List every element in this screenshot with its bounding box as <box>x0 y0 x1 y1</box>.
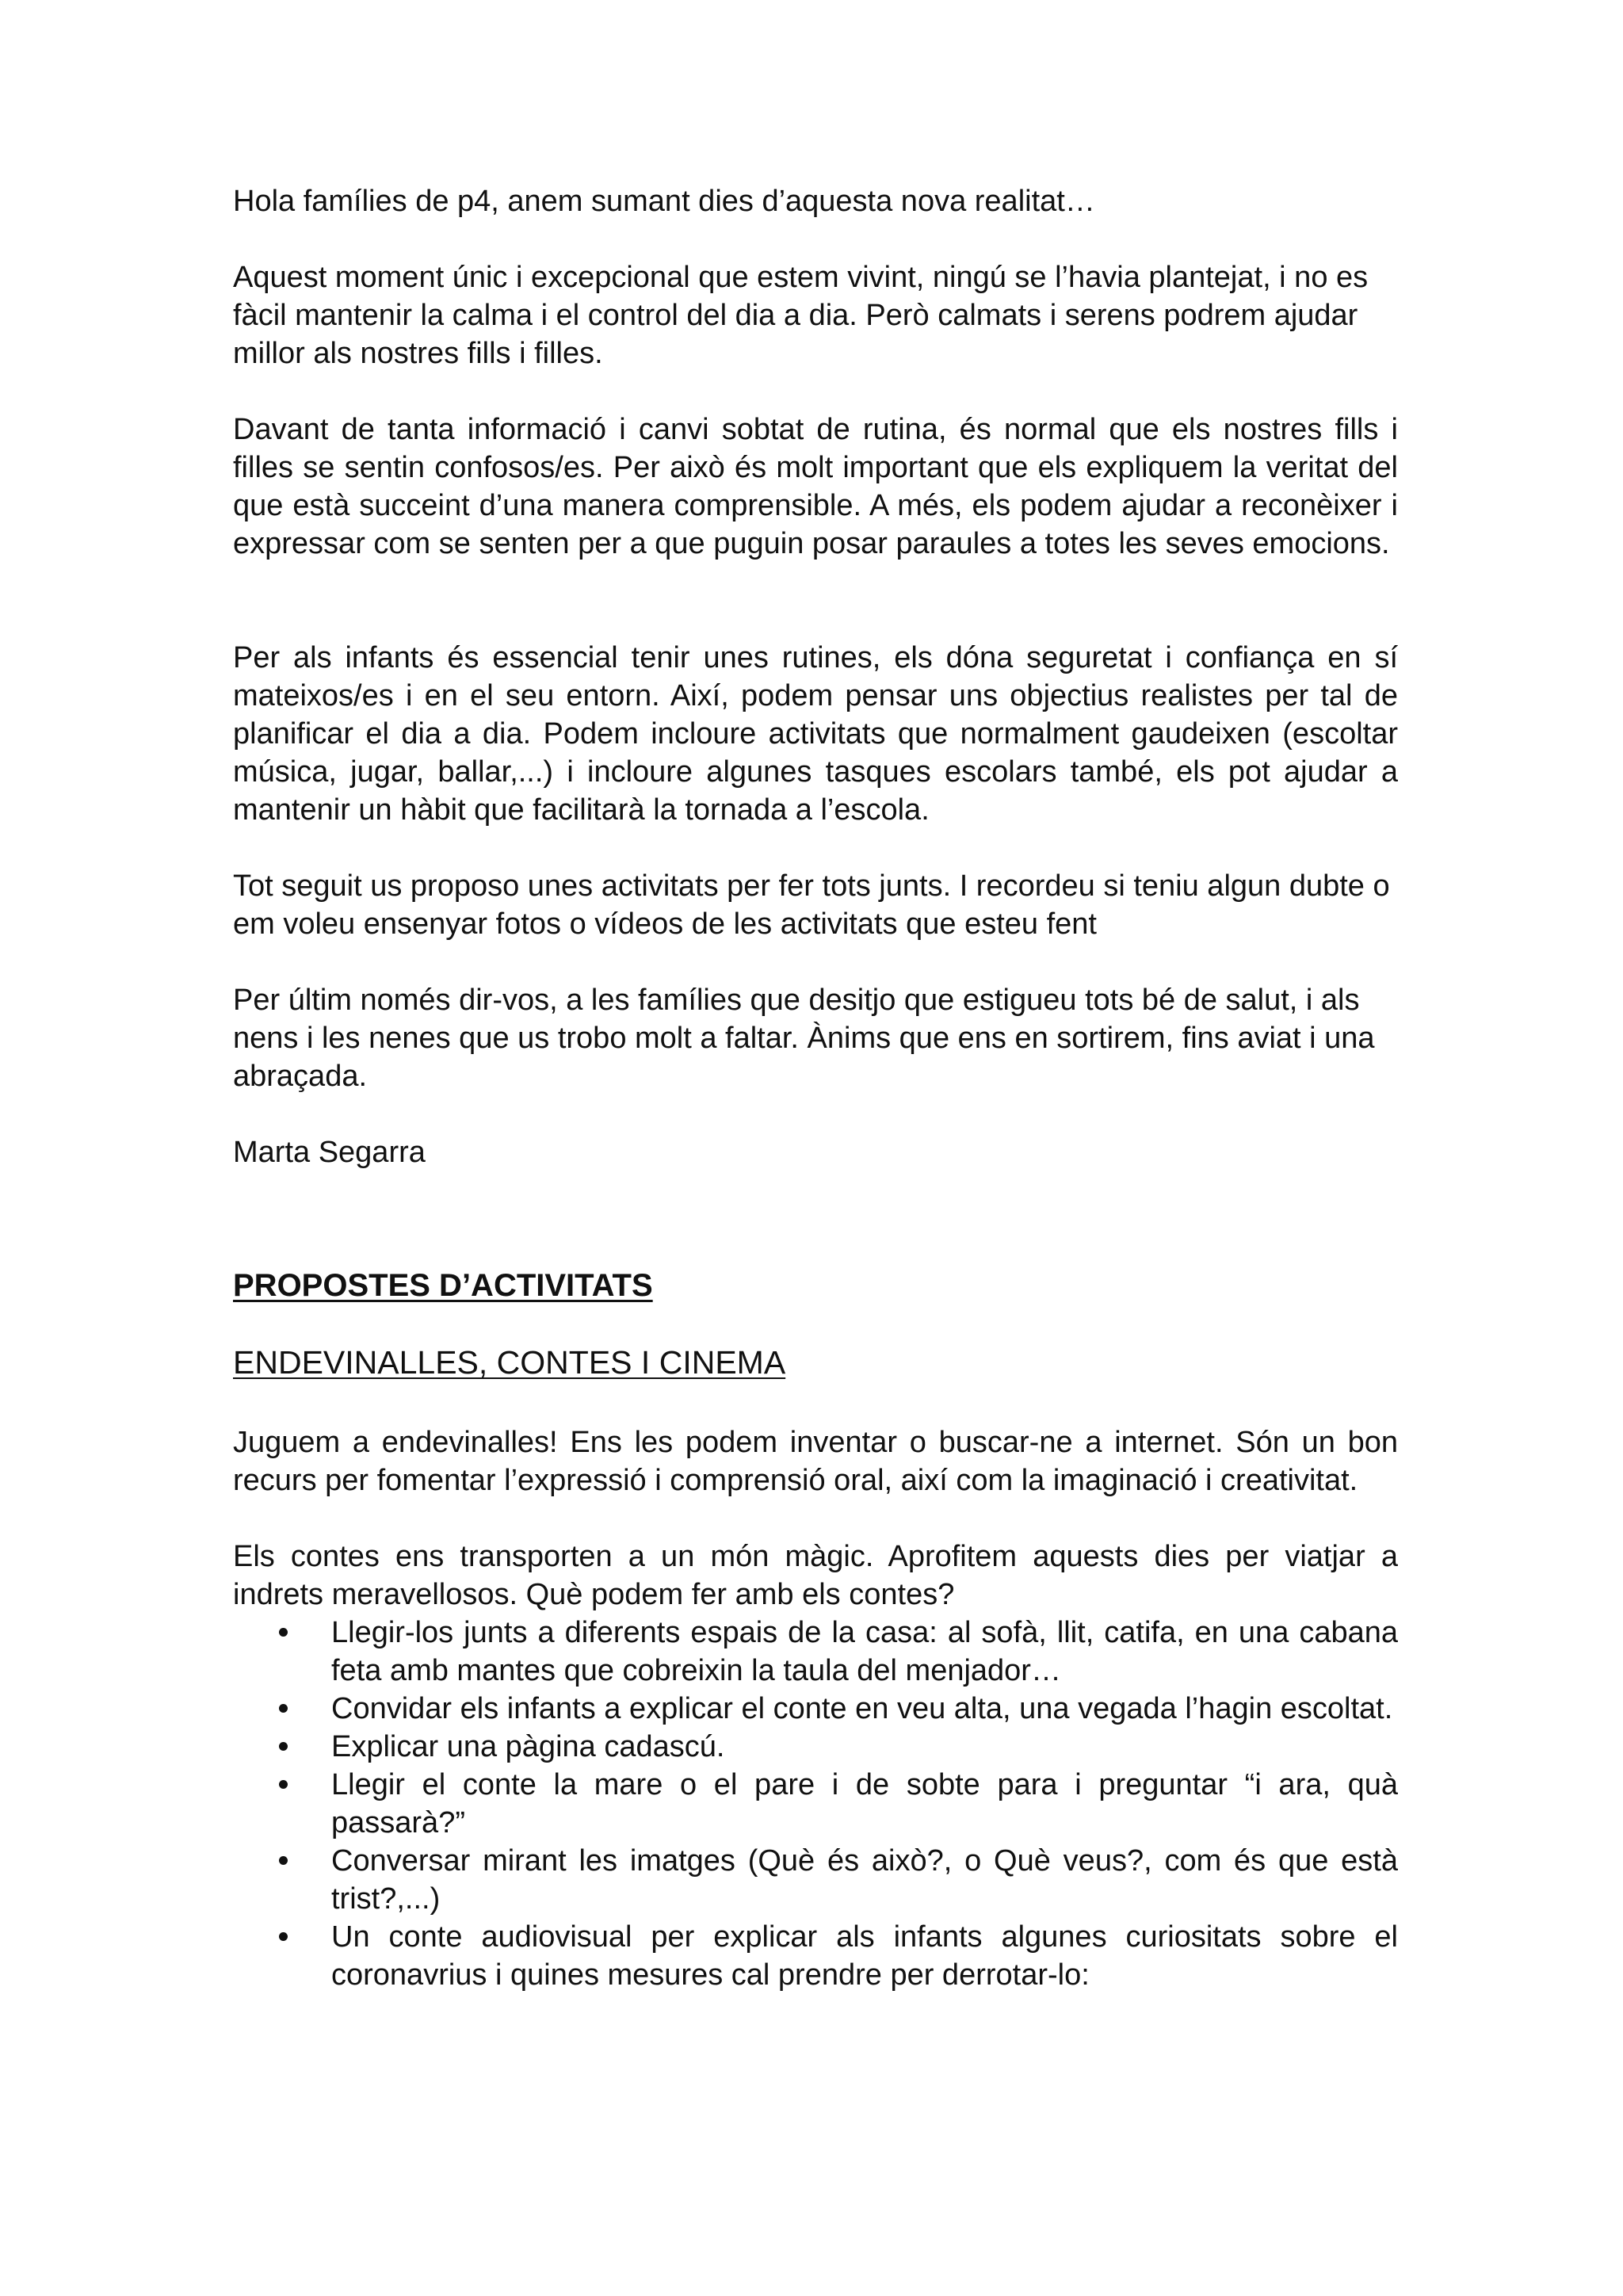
list-item <box>331 1918 1398 1994</box>
bullet-dot-icon <box>279 1780 288 1789</box>
activities-heading: PROPOSTES D’ACTIVITATS <box>233 1268 653 1303</box>
letter-paragraph-1: Aquest moment únic i excepcional que estem vivint, ningú se l’havia plantejat, i no es fàcil mantenir la calma i el control del dia a dia. Però calmats i serens podrem ajudar millor als nostres fills i filles. <box>233 261 1369 370</box>
list-item-text: Conversar mirant les imatges (Què és això?, o Què veus?, com és que està trist?,...) <box>331 1844 1398 1916</box>
list-item <box>331 1842 1398 1918</box>
list-item-text: Llegir-los junts a diferents espais de la casa: al sofà, llit, catifa, en una cabana feta amb mantes que cobreixin la taula del menjador… <box>331 1616 1398 1687</box>
bullet-dot-icon <box>279 1742 288 1751</box>
list-item <box>331 1614 1398 1690</box>
letter-greeting: Hola famílies de p4, anem sumant dies d’aquesta nova realitat… <box>233 185 1095 218</box>
stories-bullet-list <box>233 1614 1398 1994</box>
document-page <box>233 182 1398 1994</box>
letter-signature: Marta Segarra <box>233 1136 426 1169</box>
list-item <box>331 1690 1398 1728</box>
letter-paragraph-3: Per als infants és essencial tenir unes rutines, els dóna seguretat i confiança en sí mateixos/es i en el seu entorn. Així, podem pensar uns objectius realistes per tal de planificar el dia a dia. Podem incloure activitats que normalment gaudeixen (escoltar música, jugar, ballar,...) i incloure algunes tasques escolars també, els pot ajudar a mantenir un hàbit que facilitarà la tornada a l’escola. <box>233 641 1398 827</box>
bullet-dot-icon <box>279 1932 288 1941</box>
bullet-dot-icon <box>279 1704 288 1713</box>
letter-paragraph-4: Tot seguit us proposo unes activitats per fer tots junts. I recordeu si teniu algun dubte o em voleu ensenyar fotos o vídeos de les activitats que esteu fent <box>233 869 1390 941</box>
list-item-text: Explicar una pàgina cadascú. <box>331 1730 725 1763</box>
bullet-dot-icon <box>279 1856 288 1865</box>
list-item-text: Llegir el conte la mare o el pare i de sobte para i preguntar “i ara, quà passarà?” <box>331 1768 1398 1839</box>
list-item-text: Convidar els infants a explicar el conte en veu alta, una vegada l’hagin escoltat. <box>331 1692 1393 1725</box>
bullet-dot-icon <box>279 1628 288 1637</box>
stories-intro: Els contes ens transporten a un món màgic. Aprofitem aquests dies per viatjar a indrets meravellosos. Què podem fer amb els contes? <box>233 1540 1398 1611</box>
activities-subheading: ENDEVINALLES, CONTES I CINEMA <box>233 1344 786 1381</box>
list-item <box>331 1728 1398 1766</box>
list-item-text: Un conte audiovisual per explicar als infants algunes curiositats sobre el coronavrius i quines mesures cal prendre per derrotar-lo: <box>331 1920 1398 1992</box>
letter-paragraph-5: Per últim només dir-vos, a les famílies que desitjo que estigueu tots bé de salut, i als nens i les nenes que us trobo molt a faltar. Ànims que ens en sortirem, fins aviat i una abraçada. <box>233 984 1375 1093</box>
letter-paragraph-2: Davant de tanta informació i canvi sobtat de rutina, és normal que els nostres fills i filles se sentin confosos/es. Per això és molt important que els expliquem la veritat del que està succeint d’una manera comprensible. A més, els podem ajudar a reconèixer i expressar com se senten per a que puguin posar paraules a totes les seves emocions. <box>233 413 1398 560</box>
riddles-paragraph: Juguem a endevinalles! Ens les podem inventar o buscar-ne a internet. Són un bon recurs per fomentar l’expressió i comprensió oral, així com la imaginació i creativitat. <box>233 1426 1398 1497</box>
list-item <box>331 1766 1398 1842</box>
